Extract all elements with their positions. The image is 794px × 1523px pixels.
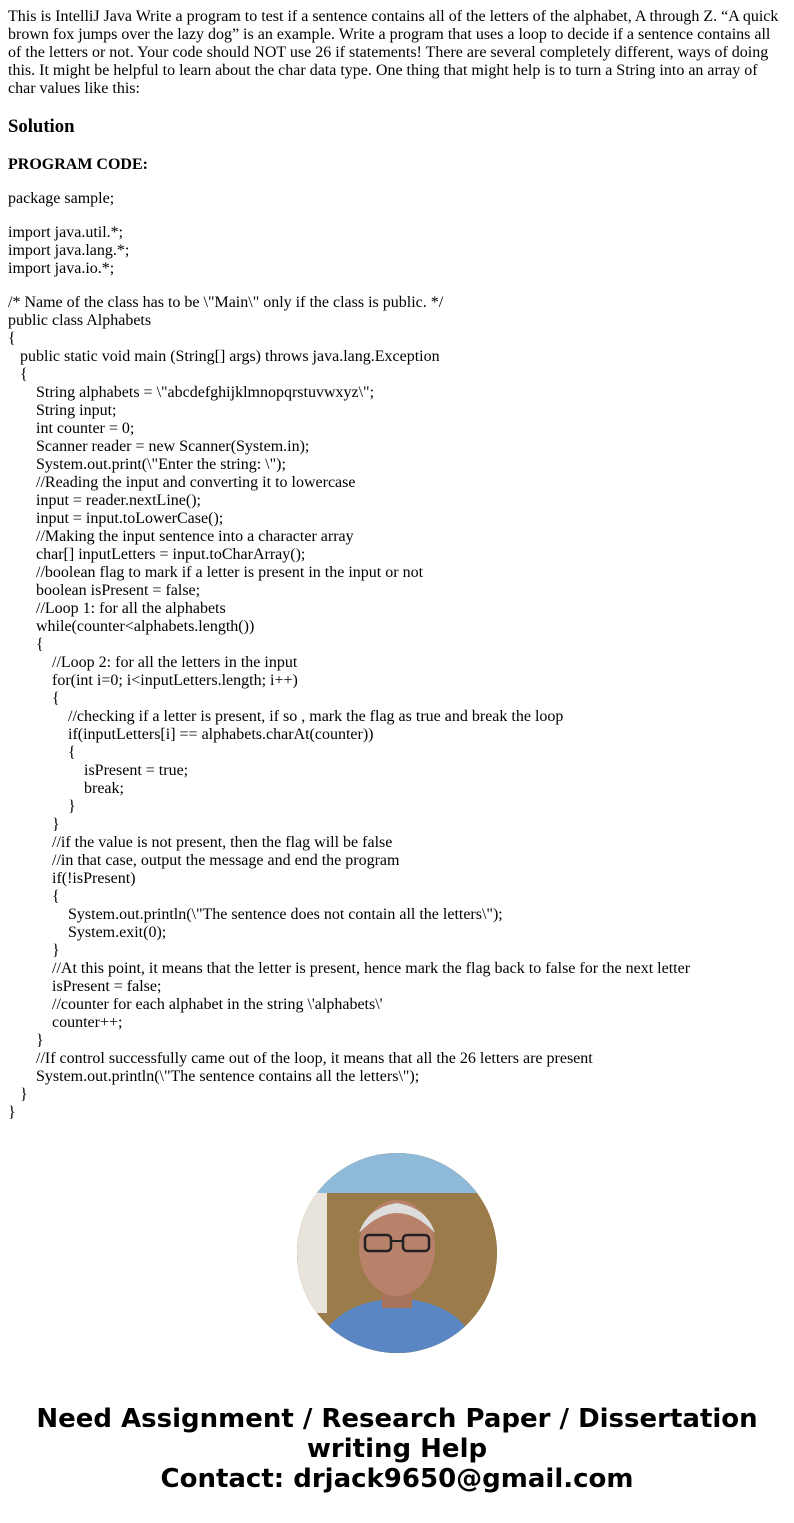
code-line: //At this point, it means that the letter is present, hence mark the flag back to false for the next letter: [52, 960, 691, 977]
code-line: if(inputLetters[i] == alphabets.charAt(counter)): [68, 726, 374, 743]
code-line: boolean isPresent = false;: [36, 582, 201, 599]
code-line: //Making the input sentence into a character array: [36, 528, 354, 545]
code-line: }: [36, 1032, 44, 1049]
code-line: input = reader.nextLine();: [36, 492, 201, 509]
footer-line-1: Need Assignment / Research Paper / Dissertation writing Help: [36, 1404, 758, 1464]
import-line: import java.io.*;: [8, 260, 115, 277]
code-line: /* Name of the class has to be \"Main\" only if the class is public. */: [8, 294, 444, 311]
code-line: //counter for each alphabet in the string \'alphabets\': [52, 996, 383, 1013]
code-line: System.out.println(\"The sentence contains all the letters\");: [36, 1068, 420, 1085]
code-line: }: [8, 1104, 16, 1121]
code-line: }: [20, 1086, 28, 1103]
code-line: if(!isPresent): [52, 870, 136, 887]
code-line: for(int i=0; i<inputLetters.length; i++): [52, 672, 298, 689]
code-line: }: [52, 942, 60, 959]
import-line: import java.util.*;: [8, 224, 124, 241]
code-line: System.exit(0);: [68, 924, 167, 941]
code-line: String input;: [36, 402, 117, 419]
code-line: {: [20, 366, 28, 383]
code-line: //checking if a letter is present, if so , mark the flag as true and break the loop: [68, 708, 564, 725]
code-line: isPresent = false;: [52, 978, 162, 995]
footer-ad: [0, 1404, 794, 1494]
code-line: //Reading the input and converting it to lowercase: [36, 474, 356, 491]
code-line: counter++;: [52, 1014, 123, 1031]
code-line: {: [68, 744, 76, 761]
code-line: {: [36, 636, 44, 653]
code-line: {: [52, 690, 60, 707]
code-line: }: [52, 816, 60, 833]
code-line: //boolean flag to mark if a letter is present in the input or not: [36, 564, 424, 581]
code-line: int counter = 0;: [36, 420, 135, 437]
code-line: //in that case, output the message and end the program: [52, 852, 400, 869]
code-line: Scanner reader = new Scanner(System.in);: [36, 438, 310, 455]
question-text: This is IntelliJ Java Write a program to test if a sentence contains all of the letters of the alphabet, A through Z. “A quick brown fox jumps over the lazy dog” is an example. Write a program that uses a loop to decide if a sentence contains all of the letters or not. Your code should NOT use 26 if statements! There are several completely different, ways of doing this. It might be helpful to learn about the char data type. One thing that might help is to turn a String into an array of char values like this:: [8, 8, 779, 97]
code-line: {: [8, 330, 16, 347]
code-line: char[] inputLetters = input.toCharArray();: [36, 546, 306, 563]
footer-contact: Contact: drjack9650@gmail.com: [160, 1464, 634, 1494]
code-line: break;: [84, 780, 124, 797]
code-line: //Loop 2: for all the letters in the input: [52, 654, 298, 671]
code-line: input = input.toLowerCase();: [36, 510, 224, 527]
code-line: public static void main (String[] args) throws java.lang.Exception: [20, 348, 440, 365]
code-line: while(counter<alphabets.length()): [36, 618, 255, 635]
code-line: }: [68, 798, 76, 815]
code-line: //Loop 1: for all the alphabets: [36, 600, 226, 617]
code-line: //If control successfully came out of the loop, it means that all the 26 letters are present: [36, 1050, 593, 1067]
import-line: import java.lang.*;: [8, 242, 130, 259]
solution-heading: Solution: [8, 116, 75, 137]
code-line: System.out.print(\"Enter the string: \");: [36, 456, 286, 473]
author-photo: [297, 1153, 497, 1353]
package-line: package sample;: [8, 190, 115, 207]
code-line: public class Alphabets: [8, 312, 152, 329]
program-code-label: PROGRAM CODE:: [8, 156, 148, 173]
code-line: //if the value is not present, then the flag will be false: [52, 834, 393, 851]
code-line: isPresent = true;: [84, 762, 189, 779]
imports: [8, 224, 786, 278]
code-line: System.out.println(\"The sentence does not contain all the letters\");: [68, 906, 503, 923]
code-line: String alphabets = \"abcdefghijklmnopqrstuvwxyz\";: [36, 384, 375, 401]
code-block: [8, 294, 786, 1122]
code-line: {: [52, 888, 60, 905]
